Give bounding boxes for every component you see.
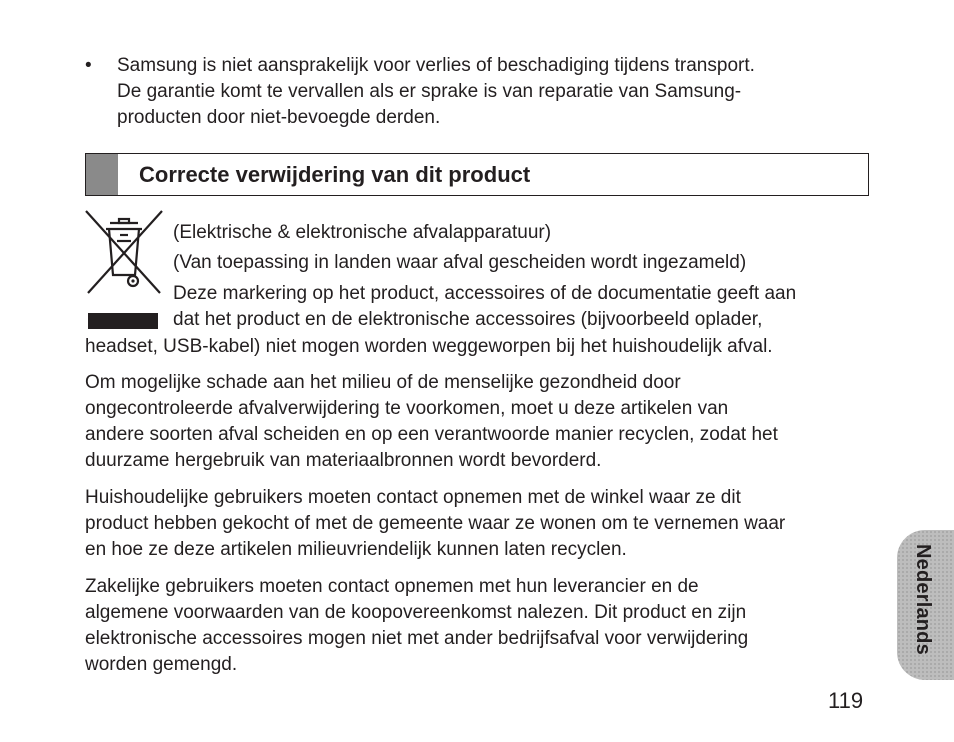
paragraph-line: en hoe ze deze artikelen milieuvriendelijk kunnen laten recyclen. (85, 539, 627, 560)
weee-line: dat het product en de elektronische accessoires (bijvoorbeeld oplader, (173, 309, 763, 330)
weee-bar (88, 313, 158, 329)
paragraph (85, 370, 885, 474)
language-side-tab (897, 530, 954, 680)
paragraph-line: product hebben gekocht of met de gemeente waar ze wonen om te vernemen waar (85, 513, 786, 534)
paragraph-line: Zakelijke gebruikers moeten contact opnemen met hun leverancier en de (85, 576, 699, 597)
crossed-out-wheelie-bin-icon (84, 209, 164, 297)
paragraph-line: worden gemengd. (85, 654, 238, 675)
weee-line: Deze markering op het product, accessoires of de documentatie geeft aan (173, 283, 797, 304)
paragraph (85, 485, 885, 563)
warranty-line: De garantie komt te vervallen als er sprake is van reparatie van Samsung- (117, 81, 742, 102)
paragraph-line: algemene voorwaarden van de koopovereenkomst nalezen. Dit product en zijn (85, 602, 747, 623)
warranty-text (117, 53, 857, 131)
paragraph-line: elektronische accessoires mogen niet met ander bedrijfsafval voor verwijdering (85, 628, 749, 649)
language-label: Nederlands (912, 544, 934, 655)
paragraph-line: andere soorten afval scheiden en op een verantwoorde manier recyclen, zodat het (85, 424, 778, 445)
page-number: 119 (828, 688, 864, 713)
warranty-line: Samsung is niet aansprakelijk voor verlies of beschadiging tijdens transport. (117, 55, 755, 76)
weee-line: headset, USB-kabel) niet mogen worden weggeworpen bij het huishoudelijk afval. (85, 336, 773, 357)
warranty-line: producten door niet-bevoegde derden. (117, 107, 441, 128)
paragraph (85, 574, 885, 678)
section-marker (86, 154, 118, 195)
weee-line: (Van toepassing in landen waar afval gescheiden wordt ingezameld) (173, 252, 747, 273)
paragraph-line: duurzame hergebruik van materiaalbronnen wordt bevorderd. (85, 450, 602, 471)
bullet-mark: • (85, 55, 92, 76)
paragraph-line: ongecontroleerde afvalverwijdering te voorkomen, moet u deze artikelen van (85, 398, 729, 419)
weee-line: (Elektrische & elektronische afvalapparatuur) (173, 222, 552, 243)
section-title: Correcte verwijdering van dit product (139, 162, 531, 187)
paragraph-line: Om mogelijke schade aan het milieu of de menselijke gezondheid door (85, 372, 681, 393)
section-header (85, 153, 869, 196)
paragraph-line: Huishoudelijke gebruikers moeten contact opnemen met de winkel waar ze dit (85, 487, 741, 508)
